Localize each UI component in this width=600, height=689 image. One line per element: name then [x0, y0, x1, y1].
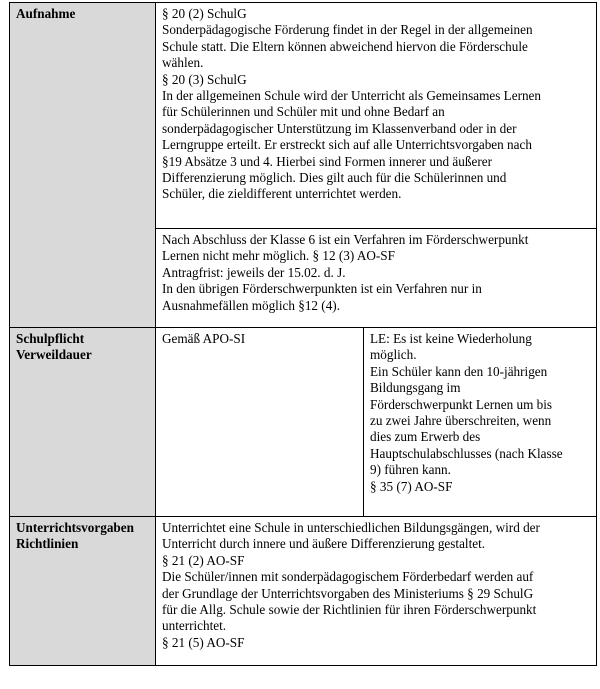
text-line: Gemäß APO-SI	[162, 331, 246, 346]
text-line: unterrichtet.	[162, 618, 227, 634]
label-line: Richtlinien	[16, 536, 79, 552]
content-cell-schulpflicht	[156, 328, 597, 517]
label-cell-aufnahme	[10, 3, 156, 328]
text-line: § 20 (3) SchulG	[162, 71, 247, 87]
text-line: Schule statt. Die Eltern können abweichend hiervon die Förderschule	[162, 38, 528, 54]
label-line: Schulpflicht	[16, 331, 85, 346]
label-line: Unterrichtsvorgaben	[16, 520, 134, 535]
table-row-unterricht	[10, 517, 597, 666]
text-line: § 20 (2) SchulG	[162, 6, 247, 21]
schulpflicht-left-cell	[156, 328, 364, 516]
content-cell-unterricht	[156, 517, 597, 666]
text-line: Unterrichtet eine Schule in unterschiedlichen Bildungsgängen, wird der	[162, 520, 540, 535]
text-line: Unterricht durch innere und äußere Differenzierung gestaltet.	[162, 536, 486, 552]
table-row-schulpflicht	[10, 328, 597, 517]
content-cell-aufnahme-2	[156, 229, 597, 328]
label-cell-unterricht	[10, 517, 156, 666]
regulations-table	[9, 2, 597, 666]
row-label-unterricht	[10, 517, 155, 553]
text-line: Lerngruppe erteilt. Er erstreckt sich auf alle Unterrichtsvorgaben nach	[162, 137, 532, 153]
schulpflicht-left-text	[156, 328, 363, 347]
schulpflicht-split	[156, 328, 596, 516]
text-line: Ausnahmefällen möglich §12 (4).	[162, 297, 340, 313]
content-cell-aufnahme-1	[156, 3, 597, 229]
schulpflicht-right-cell	[364, 328, 597, 516]
text-line: Hauptschulabschlusses (nach Klasse	[370, 445, 563, 461]
text-line: Lernen nicht mehr möglich. § 12 (3) AO-SF	[162, 248, 395, 264]
schulpflicht-right-text	[364, 328, 596, 495]
table-row-aufnahme	[10, 3, 597, 229]
text-line: Nach Abschluss der Klasse 6 ist ein Verfahren im Förderschwerpunkt	[162, 232, 529, 247]
unterricht-text	[156, 517, 596, 651]
text-line: Ein Schüler kann den 10-jährigen	[370, 363, 548, 379]
text-line: § 21 (2) AO-SF	[162, 552, 245, 568]
text-line: wählen.	[162, 55, 204, 71]
text-line: Förderschwerpunkt Lernen um bis	[370, 396, 553, 412]
text-line: der Grundlage der Unterrichtsvorgaben des Ministeriums § 29 SchulG	[162, 585, 534, 601]
text-line: zu zwei Jahre überschreiten, wenn	[370, 413, 552, 429]
text-line: § 21 (5) AO-SF	[162, 634, 245, 650]
text-line: Bildungsgang im	[370, 380, 461, 396]
text-line: Schüler, die zieldifferent unterrichtet werden.	[162, 186, 402, 202]
row-label-aufnahme: Aufnahme	[16, 6, 76, 21]
text-line: In den übrigen Förderschwerpunkten ist ein Verfahren nur in	[162, 281, 482, 297]
aufnahme-text-block-1	[156, 3, 596, 203]
aufnahme-text-block-2	[156, 229, 596, 314]
label-line: Verweildauer	[16, 347, 92, 363]
text-line: sonderpädagogischer Unterstützung im Klassenverband oder in der	[162, 120, 517, 136]
text-line: Sonderpädagogische Förderung findet in der Regel in der allgemeinen	[162, 22, 533, 38]
text-line: § 35 (7) AO-SF	[370, 478, 453, 494]
text-line: dies zum Erwerb des	[370, 429, 481, 445]
text-line: für Schülerinnen und Schüler mit und ohne Bedarf an	[162, 104, 445, 120]
text-line: In der allgemeinen Schule wird der Unterricht als Gemeinsames Lernen	[162, 88, 541, 104]
text-line: möglich.	[370, 347, 417, 363]
text-line: für die Allg. Schule sowie der Richtlinien für ihren Förderschwerpunkt	[162, 602, 537, 618]
text-line: §19 Absätze 3 und 4. Hierbei sind Formen innerer und äußerer	[162, 153, 492, 169]
text-line: LE: Es ist keine Wiederholung	[370, 331, 532, 346]
text-line: Antragfrist: jeweils der 15.02. d. J.	[162, 264, 346, 280]
row-label-schulpflicht	[10, 328, 155, 364]
text-line: Die Schüler/innen mit sonderpädagogischem Förderbedarf werden auf	[162, 569, 534, 585]
label-cell-schulpflicht	[10, 328, 156, 517]
text-line: 9) führen kann.	[370, 462, 451, 478]
text-line: Differenzierung möglich. Dies gilt auch für die Schülerinnen und	[162, 170, 507, 186]
